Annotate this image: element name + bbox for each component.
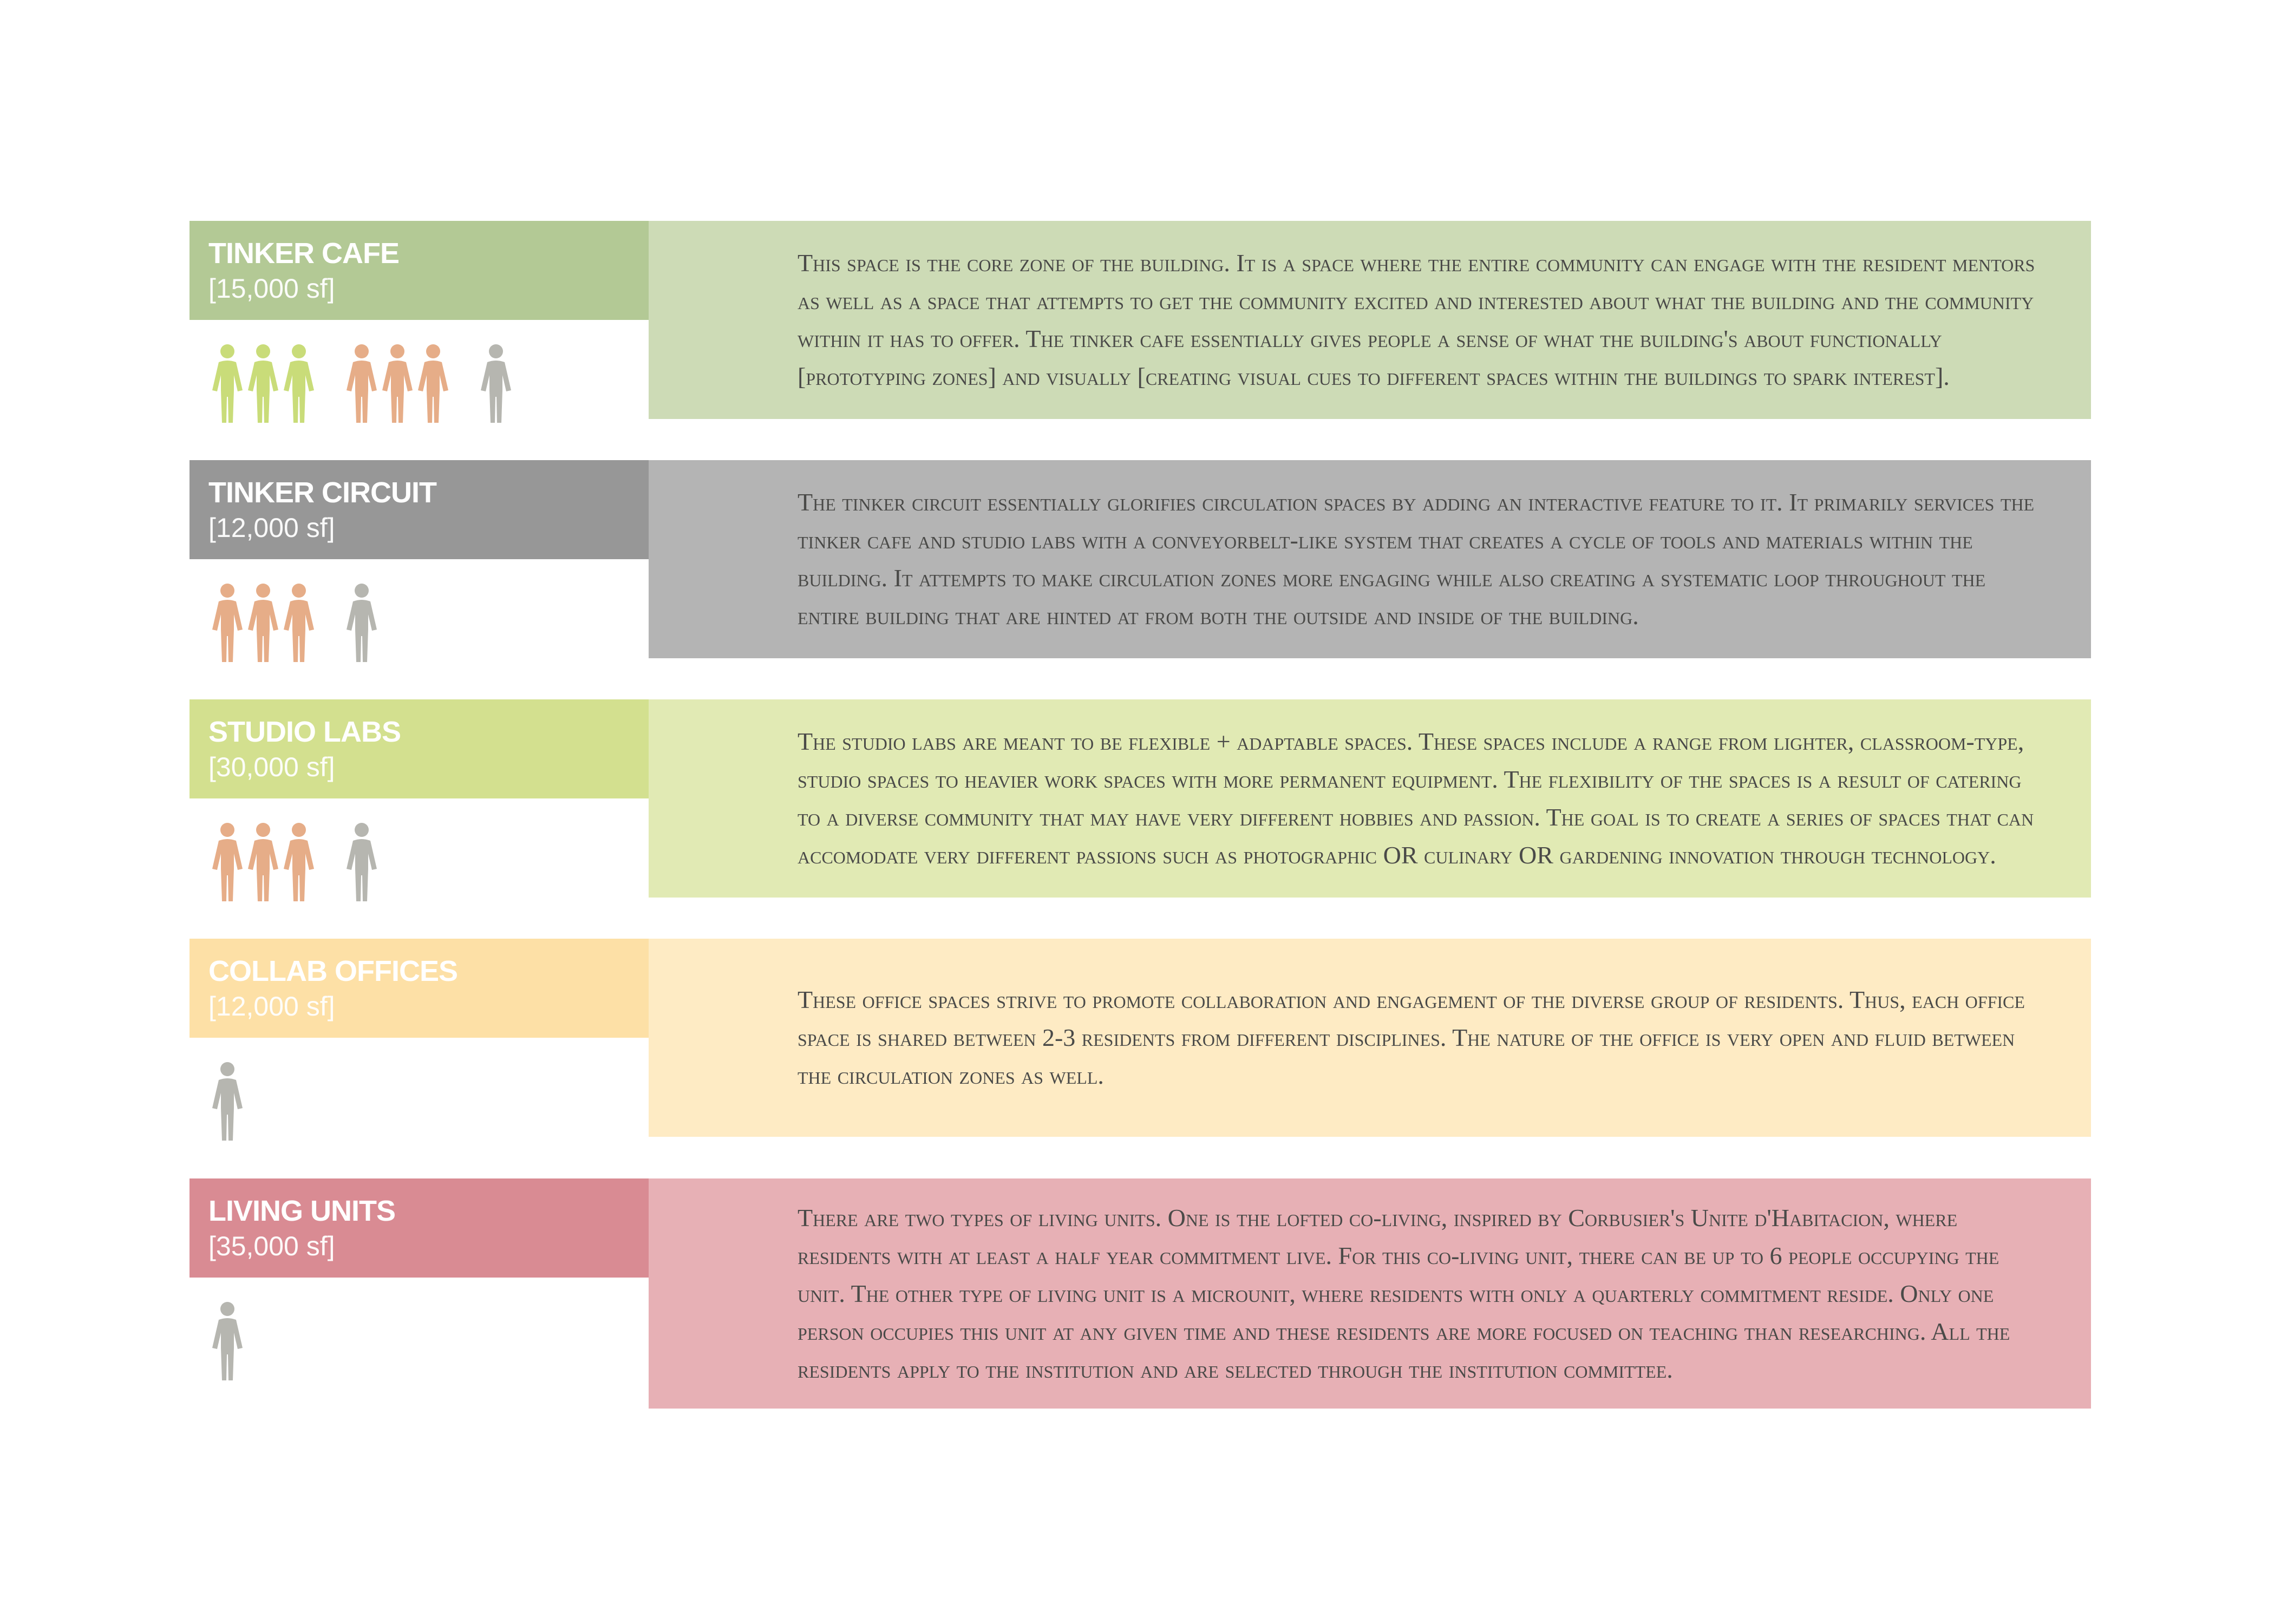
section-description-box <box>649 221 2091 419</box>
section-description-box <box>649 939 2091 1137</box>
section-description-box <box>649 699 2091 898</box>
section-title: STUDIO LABS <box>208 716 401 748</box>
section-area: [15,000 sf] <box>208 273 335 304</box>
section-title: TINKER CAFE <box>208 237 399 270</box>
person-orange-icon <box>211 821 244 902</box>
section-description: These office spaces strive to promote collaboration and engagement of the diverse group of residents. Thus, each office space is shared between 2-3 residents from different disciplines. The nature of the office is very open and fluid between the circulation zones as well. <box>798 986 2025 1089</box>
person-orange-icon <box>283 821 315 902</box>
person-orange-icon <box>381 343 414 424</box>
person-gray-icon <box>345 821 378 902</box>
person-green-icon <box>283 343 315 424</box>
section-area: [12,000 sf] <box>208 513 335 543</box>
section-label <box>190 939 649 1038</box>
person-orange-icon <box>211 582 244 663</box>
person-orange-icon <box>283 582 315 663</box>
person-gray-icon <box>345 582 378 663</box>
section-title: LIVING UNITS <box>208 1195 396 1227</box>
person-gray-icon <box>211 1060 244 1142</box>
section-description: The studio labs are meant to be flexible + adaptable spaces. These spaces include a range from lighter, classroom-type, studio spaces to heavier work spaces with more permanent equipment. The flexibility of the spaces is a result of catering to a diverse community that may have very different hobbies and passion. The goal is to create a series of spaces that can accomodate very different passions such as photographic OR culinary OR gardening innovation through technology. <box>798 728 2034 869</box>
person-orange-icon <box>247 582 279 663</box>
section-area: [35,000 sf] <box>208 1231 335 1261</box>
section-label <box>190 699 649 798</box>
section-description: The tinker circuit essentially glorifies circulation spaces by adding an interactive feature to it. It primarily services the tinker cafe and studio labs with a conveyorbelt-like system that creates a cycle of tools and materials within the building. It attempts to make circulation zones more engaging while also creating a systematic loop throughout the entire building that are hinted at from both the outside and inside of the building. <box>798 488 2035 630</box>
section-description: There are two types of living units. One is the lofted co-living, inspired by Corbusier's Unite d'Habitacion, where residents with at least a half year commitment live. For this co-living unit, there can be up to 6 people occupying the unit. The other type of living unit is a microunit, where residents with only a quarterly commitment reside. Only one person occupies this unit at any given time and these residents are more focused on teaching than researching. All the residents apply to the institution and are selected through the institution committee. <box>798 1203 2010 1383</box>
person-gray-icon <box>480 343 512 424</box>
section-label <box>190 221 649 320</box>
section-description-box <box>649 1178 2091 1409</box>
person-green-icon <box>211 343 244 424</box>
section-area: [30,000 sf] <box>208 752 335 782</box>
section-title: COLLAB OFFICES <box>208 955 458 987</box>
section-label <box>190 460 649 559</box>
section-label <box>190 1178 649 1278</box>
section-area: [12,000 sf] <box>208 991 335 1021</box>
person-gray-icon <box>211 1300 244 1381</box>
section-title: TINKER CIRCUIT <box>208 476 436 509</box>
section-description: This space is the core zone of the building. It is a space where the entire community can engage with the resident mentors as well as a space that attempts to get the community excited and interested about what the building and the community within it has to offer. The tinker cafe essentially gives people a sense of what the building's about functionally [prototyping zones] and visually [creating visual cues to different spaces within the buildings to spark interest]. <box>798 249 2035 390</box>
section-description-box <box>649 460 2091 658</box>
person-orange-icon <box>247 821 279 902</box>
person-orange-icon <box>417 343 449 424</box>
person-green-icon <box>247 343 279 424</box>
person-orange-icon <box>345 343 378 424</box>
